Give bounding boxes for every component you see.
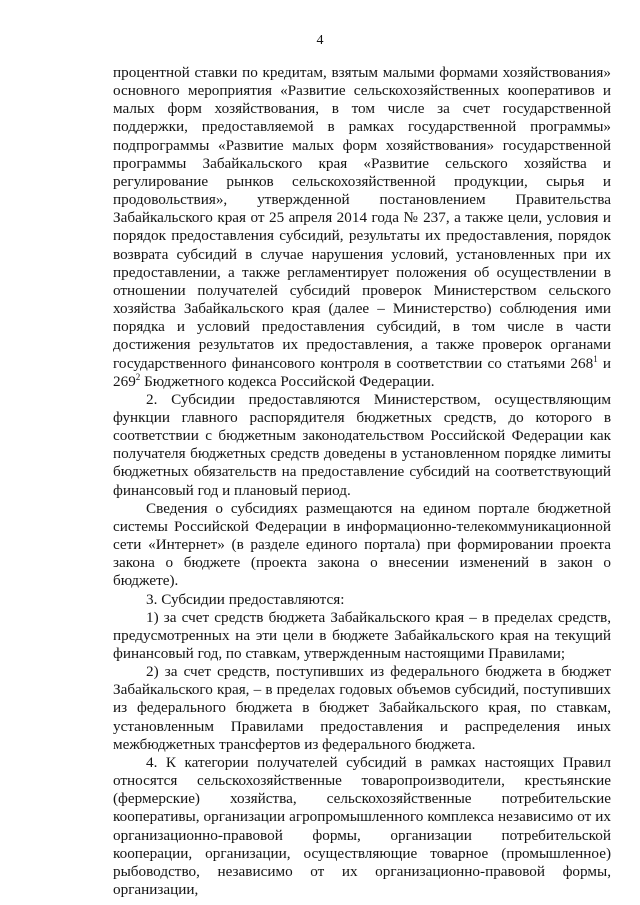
paragraph-6: 2) за счет средств, поступивших из федерального бюджета в бюджет Забайкальского края, – в пределах годовых объемов субсидий, поступивших из федерального бюджета в бюджет Забайкальского края, по ставкам, установленным Правилами предоставления и распределения иных межбюджетных трансфертов из федерального бюджета. <box>113 663 611 753</box>
paragraph-4: 3. Субсидии предоставляются: <box>146 590 345 608</box>
paragraph-1-end: Бюджетного кодекса Российской Федерации. <box>140 372 435 390</box>
footnote-mark-1: 1 <box>593 353 598 364</box>
paragraph-7: 4. К категории получателей субсидий в рамках настоящих Правил относятся сельскохозяйственные товаропроизводители, крестьянские (фермерские) хозяйства, сельскохозяйственные потребительские кооперативы, организации агропромышленного комплекса независимо от их организационно-правовой формы, организации потребительской кооперации, организации, осуществляющие товарное (промышленное) рыбоводство, независимо от их организационно-правовой формы, организации, <box>113 753 611 899</box>
paragraph-1-text: процентной ставки по кредитам, взятым малыми формами хозяйствования» основного мероприятия «Развитие сельскохозяйственных кооперативов и малых форм хозяйствования, в том числе за счет государственной поддержки, предоставляемой в рамках государственной программы» подпрограммы «Развитие малых форм хозяйствования» государственной программы Забайкальского края «Развитие сельского хозяйства и регулирование рынков сельскохозяйственной продукции, сырья и продовольствия», утвержденной постановлением Правительства Забайкальского края от 25 апреля 2014 года № 237, а также цели, условия и порядок предоставления субсидий, результаты их предоставления, порядок возврата субсидий в случае нарушения условий, установленных при их предоставлении, а также регламентирует положения об осуществлении в отношении получателей субсидий проверок Министерством сельского хозяйства Забайкальского края (далее – Министерство) соблюдения ими порядка и условий предоставления субсидий, в том числе в части достижения результатов их предоставления, а также проверок органами государственного финансового контроля в соответствии со статьями 268 <box>113 64 611 372</box>
paragraph-3: Сведения о субсидиях размещаются на едином портале бюджетной системы Российской Федерации в информационно-телекоммуникационной сети «Интернет» (в разделе единого портала) при формировании проекта закона о бюджете (проекта закона о внесении изменений в закон о бюджете). <box>113 499 611 590</box>
document-body <box>113 64 611 899</box>
page-number: 4 <box>316 33 324 48</box>
paragraph-2: 2. Субсидии предоставляются Министерством, осуществляющим функции главного распорядителя бюджетных средств, до которого в соответствии с бюджетным законодательством Российской Федерации как получателя бюджетных средств доведены в установленном порядке лимиты бюджетных обязательств на предоставление субсидий на соответствующий финансовый год и плановый период. <box>113 390 611 499</box>
paragraph-1 <box>113 64 611 391</box>
paragraph-1-mid: и 269 <box>113 354 611 390</box>
paragraph-5: 1) за счет средств бюджета Забайкальского края – в пределах средств, предусмотренных на эти цели в бюджете Забайкальского края на текущий финансовый год, по ставкам, утвержденным настоящими Правилами; <box>113 608 611 662</box>
footnote-mark-2: 2 <box>135 371 141 382</box>
